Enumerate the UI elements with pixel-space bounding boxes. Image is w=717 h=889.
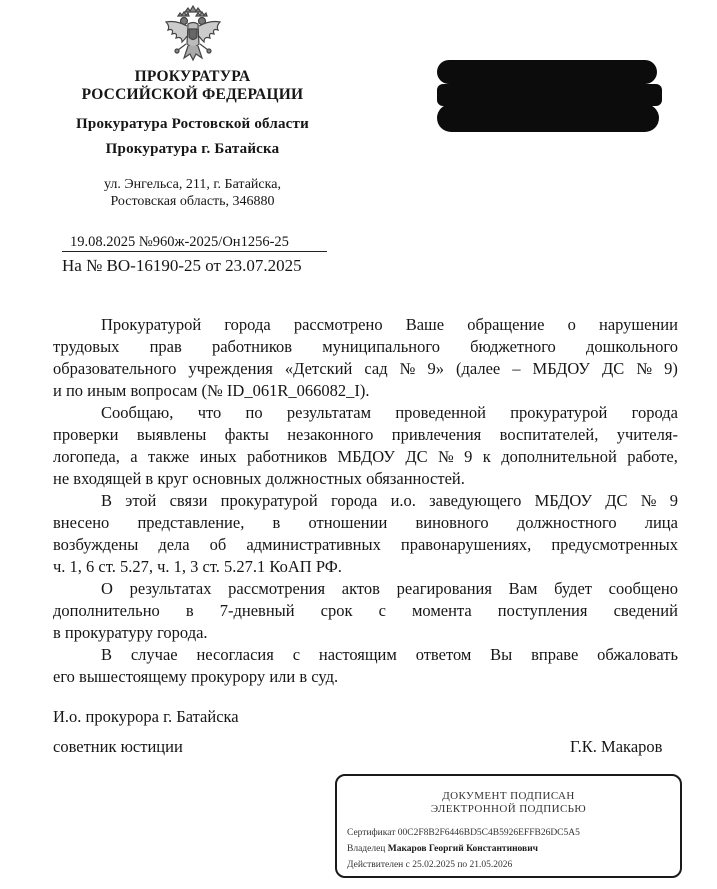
p3-line1: В этой связи прокуратурой города и.о. заведующего МБДОУ ДС № 9 [101,491,678,510]
p3-line3: возбуждены дела об административных правонарушениях, предусмотренных [53,535,678,554]
p2-line3: логопеда, а также иных работников МБДОУ ДС № 9 к дополнительной работе, [53,447,678,466]
paragraph-4 [53,578,678,644]
p3-line2: внесено представление, в отношении виновного должностного лица [53,513,678,532]
redacted-recipient-line1 [437,60,657,84]
city-office: Прокуратура г. Батайска [105,141,280,157]
p1-line3: образовательного учреждения «Детский сад № 9» (далее – МБДОУ ДС № 9) [53,359,678,378]
letter-body [53,314,678,688]
redacted-recipient-line3 [437,104,659,132]
coat-of-arms-emblem [158,4,228,62]
paragraph-1 [53,314,678,402]
regional-office: Прокуратура Ростовской области [76,116,309,132]
p4-line2: дополнительно в 7-дневный срок с момента поступления сведений [53,601,678,620]
stamp-owner [347,843,538,855]
stamp-owner-value: Макаров Георгий Константинович [387,844,539,854]
stamp-validity: Действителен с 25.02.2025 по 21.05.2026 [347,860,513,870]
p5-line2: его вышестоящему прокурору или в суд. [53,667,339,686]
e-signature-stamp [335,774,682,878]
signer-position: И.о. прокурора г. Батайска [53,707,239,726]
p1-line2: трудовых прав работников муниципального бюджетного дошкольного [53,337,678,356]
p3-line4: ч. 1, 6 ст. 5.27, ч. 1, 3 ст. 5.27.1 КоАП РФ. [53,557,342,576]
p2-line4: не входящей в круг основных должностных обязанностей. [53,469,465,488]
incoming-reference: На № ВО-16190-25 от 23.07.2025 [62,256,302,275]
p4-line3: в прокуратуру города. [53,623,208,642]
outgoing-reference: 19.08.2025 №960ж-2025/Он1256-25 [62,233,327,252]
p2-line1: Сообщаю, что по результатам проведенной прокуратурой города [101,403,678,422]
paragraph-2 [53,402,678,490]
stamp-certificate [347,827,580,839]
org-name-line1: ПРОКУРАТУРА [134,68,251,85]
paragraph-3 [53,490,678,578]
stamp-cert-value: 00C2F8B2F6446BD5C4B5926EFFB26DC5A5 [397,828,580,838]
p5-line1: В случае несогласия с настоящим ответом Вы вправе обжаловать [101,645,678,664]
signer-name: Г.К. Макаров [570,737,663,756]
stamp-owner-label: Владелец [347,844,386,854]
paragraph-5 [53,644,678,688]
p1-line4: и по иным вопросам (№ ID_061R_066082_I). [53,381,370,400]
p2-line2: проверки выявлены факты незаконного привлечения воспитателей, учителя- [53,425,678,444]
address-line2: Ростовская область, 346880 [110,194,275,209]
redacted-recipient-line2 [437,84,662,106]
stamp-cert-label: Сертификат [347,828,396,838]
org-name-line2: РОССИЙСКОЙ ФЕДЕРАЦИИ [81,86,304,103]
p4-line1: О результатах рассмотрения актов реагирования Вам будет сообщено [101,579,678,598]
signer-rank: советник юстиции [53,737,183,756]
address-line1: ул. Энгельса, 211, г. Батайска, [104,177,281,192]
p1-line1: Прокуратурой города рассмотрено Ваше обращение о нарушении [101,315,678,334]
stamp-title-line2: ЭЛЕКТРОННОЙ ПОДПИСЬЮ [430,803,587,815]
stamp-title-line1: ДОКУМЕНТ ПОДПИСАН [442,790,575,802]
